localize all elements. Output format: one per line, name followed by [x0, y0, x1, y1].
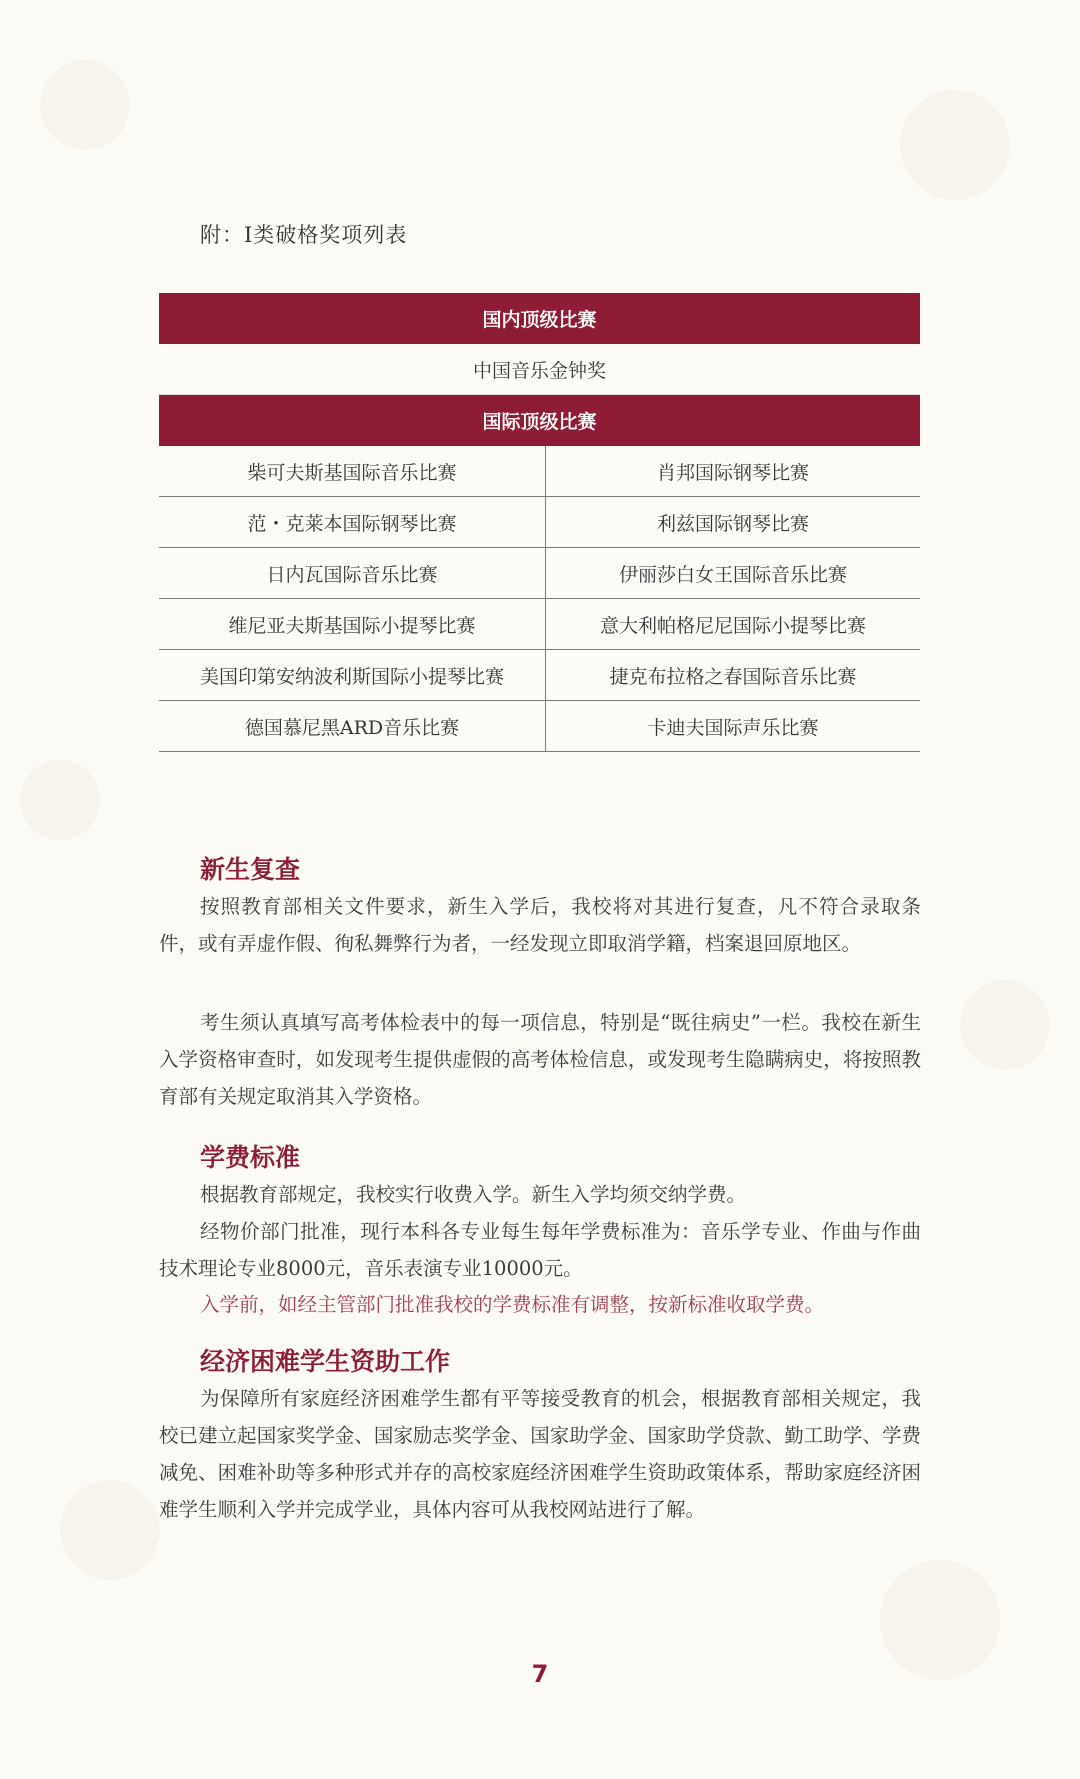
paragraph: 为保障所有家庭经济困难学生都有平等接受教育的机会，根据教育部相关规定，我校已建立起国家奖学金、国家励志奖学金、国家助学金、国家助学贷款、勤工助学、学费减免、困难补助等多种形式并存的高校家庭经济困难学生资助政策体系，帮助家庭经济困难学生顺利入学并完成学业，具体内容可从我校网站进行了解。 [159, 1387, 921, 1521]
table-row [159, 650, 920, 701]
table-cell: 卡迪夫国际声乐比赛 [647, 716, 819, 739]
table-cell: 伊丽莎白女王国际音乐比赛 [618, 563, 847, 586]
attachment-title: 附：Ⅰ类破格奖项列表 [200, 223, 408, 247]
section-heading-recheck: 新生复查 [200, 855, 301, 884]
table-cell: 意大利帕格尼尼国际小提琴比赛 [599, 614, 866, 637]
table-cell: 肖邦国际钢琴比赛 [656, 461, 809, 484]
section-heading-aid: 经济困难学生资助工作 [200, 1347, 451, 1376]
table-cell: 美国印第安纳波利斯国际小提琴比赛 [159, 650, 546, 700]
table-row [159, 599, 920, 650]
section-heading-tuition: 学费标准 [200, 1143, 301, 1172]
tuition-notice: 入学前，如经主管部门批准我校的学费标准有调整，按新标准收取学费。 [200, 1293, 825, 1316]
table-cell: 维尼亚夫斯基国际小提琴比赛 [159, 599, 546, 649]
table-row [159, 497, 920, 548]
table-cell: 德国慕尼黑ARD音乐比赛 [159, 701, 546, 751]
table-row [159, 701, 920, 752]
paragraph: 按照教育部相关文件要求，新生入学后，我校将对其进行复查，凡不符合录取条件，或有弄虚作假、徇私舞弊行为者，一经发现立即取消学籍，档案退回原地区。 [159, 895, 921, 955]
table-cell: 范・克莱本国际钢琴比赛 [159, 497, 546, 547]
domestic-award: 中国音乐金钟奖 [159, 344, 920, 395]
table-cell: 利兹国际钢琴比赛 [656, 512, 809, 535]
awards-table [159, 293, 920, 752]
domestic-header: 国内顶级比赛 [159, 293, 920, 344]
table-row [159, 446, 920, 497]
international-header: 国际顶级比赛 [159, 395, 920, 446]
paragraph: 根据教育部规定，我校实行收费入学。新生入学均须交纳学费。 [200, 1183, 747, 1206]
table-row [159, 548, 920, 599]
page-number: 7 [531, 1660, 549, 1688]
paragraph: 经物价部门批准，现行本科各专业每生每年学费标准为：音乐学专业、作曲与作曲技术理论专业8000元，音乐表演专业10000元。 [159, 1220, 921, 1280]
paragraph: 考生须认真填写高考体检表中的每一项信息，特别是“既往病史”一栏。我校在新生入学资格审查时，如发现考生提供虚假的高考体检信息，或发现考生隐瞒病史，将按照教育部有关规定取消其入学资格。 [159, 1011, 921, 1108]
table-cell: 日内瓦国际音乐比赛 [159, 548, 546, 598]
table-cell: 捷克布拉格之春国际音乐比赛 [609, 665, 857, 688]
table-cell: 柴可夫斯基国际音乐比赛 [159, 446, 546, 496]
